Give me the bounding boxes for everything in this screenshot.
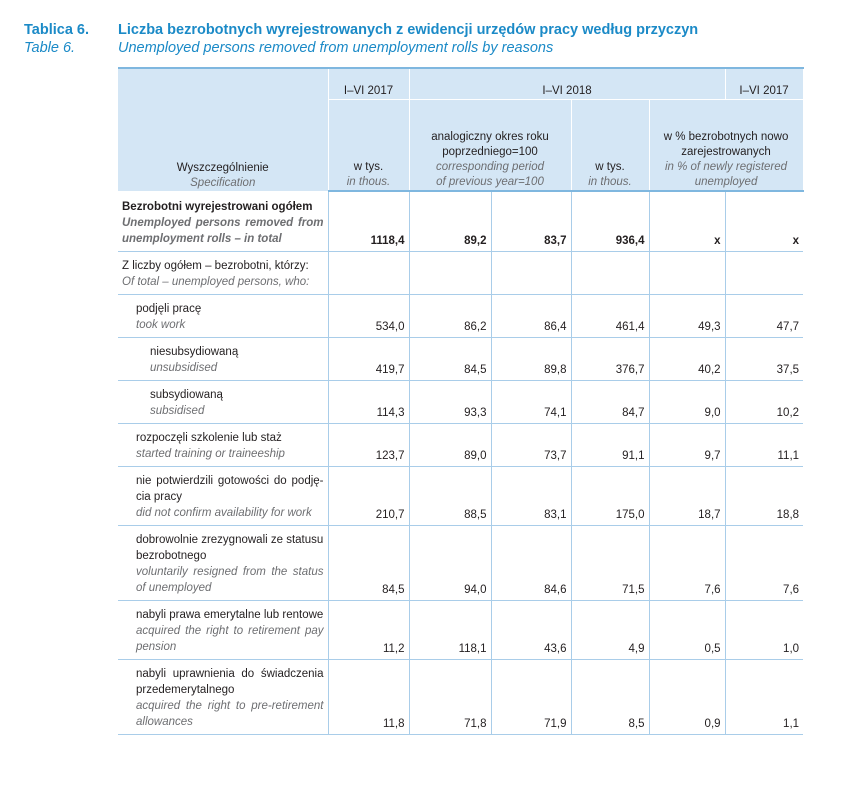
row-label	[118, 525, 328, 600]
row-label-en: acquired the right to retirement pay pension	[136, 624, 324, 653]
cell-value: 91,1	[571, 423, 649, 466]
row-label-en: Unemployed persons removed from unemployment rolls – in total	[122, 216, 324, 245]
row-label-en: took work	[136, 318, 186, 331]
row-label-pl: subsydiowaną	[150, 388, 223, 401]
row-label-en: voluntarily resigned from the status of unemployed	[136, 565, 324, 594]
cell-value: 73,7	[491, 423, 571, 466]
row-label-pl: dobrowolnie zrezygnowali ze statusu bezrobotnego	[136, 533, 324, 562]
table-row	[118, 337, 803, 380]
cell-value	[725, 251, 803, 294]
row-label	[118, 380, 328, 423]
cell-value: 419,7	[328, 337, 409, 380]
cell-value: 84,6	[491, 525, 571, 600]
table-title-pl: Liczba bezrobotnych wyrejestrowanych z ewidencji urzędów pracy według przyczyn	[118, 22, 699, 38]
table-row	[118, 423, 803, 466]
row-label-pl: nie potwierdzili gotowości do podję-cia pracy	[136, 474, 324, 503]
table-row	[118, 525, 803, 600]
header-thous-en: in thous.	[346, 176, 391, 188]
cell-value: 40,2	[649, 337, 725, 380]
row-label	[118, 294, 328, 337]
cell-value: 11,1	[725, 423, 803, 466]
header-thous-pl: w tys.	[353, 161, 384, 173]
header-prev-pl: analogiczny okres roku poprzedniego=100	[431, 131, 549, 158]
row-label	[118, 466, 328, 525]
row-label-pl: niesubsydiowaną	[150, 345, 239, 358]
row-label-pl: nabyli uprawnienia do świadczenia przedemerytalnego	[136, 667, 324, 696]
cell-value: 43,6	[491, 600, 571, 659]
header-pct-en: in % of newly registered unemployed	[664, 161, 788, 188]
row-label-pl: rozpoczęli szkolenie lub staż	[136, 431, 282, 444]
cell-value	[409, 251, 491, 294]
cell-value: 210,7	[328, 466, 409, 525]
cell-value: 47,7	[725, 294, 803, 337]
cell-value: 93,3	[409, 380, 491, 423]
row-label	[118, 600, 328, 659]
header-thous2-pl: w tys.	[595, 161, 625, 173]
row-label-en: Of total – unemployed persons, who:	[122, 275, 310, 288]
cell-value: 4,9	[571, 600, 649, 659]
row-label-en: acquired the right to pre-retirement allowances	[136, 699, 324, 728]
row-label	[118, 423, 328, 466]
cell-value: 89,2	[409, 191, 491, 251]
row-label-en: did not confirm availability for work	[136, 506, 312, 519]
cell-value: 18,8	[725, 466, 803, 525]
table-caption	[24, 22, 824, 56]
row-label-en: unsubsidised	[150, 361, 218, 374]
row-label-pl: Z liczby ogółem – bezrobotni, którzy:	[122, 259, 309, 272]
cell-value: 8,5	[571, 659, 649, 734]
table-number-en: Table 6.	[24, 40, 76, 56]
table-row	[118, 191, 803, 251]
cell-value	[649, 251, 725, 294]
cell-value: 83,7	[491, 191, 571, 251]
table-row	[118, 600, 803, 659]
table-row	[118, 659, 803, 734]
table-row	[118, 294, 803, 337]
cell-value: 534,0	[328, 294, 409, 337]
cell-value: x	[725, 191, 803, 251]
cell-value: 118,1	[409, 600, 491, 659]
cell-value: 18,7	[649, 466, 725, 525]
cell-value: 37,5	[725, 337, 803, 380]
cell-value: 83,1	[491, 466, 571, 525]
row-label-pl: nabyli prawa emerytalne lub rentowe	[136, 608, 324, 621]
cell-value	[491, 251, 571, 294]
cell-value: 94,0	[409, 525, 491, 600]
cell-value: 114,3	[328, 380, 409, 423]
cell-value: 0,5	[649, 600, 725, 659]
table-row	[118, 251, 803, 294]
cell-value	[571, 251, 649, 294]
cell-value: 71,8	[409, 659, 491, 734]
cell-value: 1,1	[725, 659, 803, 734]
header-period-2017b: I–VI 2017	[725, 68, 803, 100]
header-col-thous-2017	[328, 100, 409, 192]
header-spec-en: Specification	[190, 176, 256, 189]
header-pct-pl: w % bezrobotnych nowo zarejestrowanych	[663, 131, 789, 158]
cell-value: 89,8	[491, 337, 571, 380]
row-label	[118, 337, 328, 380]
cell-value: 10,2	[725, 380, 803, 423]
cell-value: 461,4	[571, 294, 649, 337]
row-label-en: subsidised	[150, 404, 205, 417]
table-row	[118, 380, 803, 423]
row-label	[118, 659, 328, 734]
cell-value: 936,4	[571, 191, 649, 251]
cell-value: 7,6	[725, 525, 803, 600]
cell-value: 49,3	[649, 294, 725, 337]
cell-value: 7,6	[649, 525, 725, 600]
cell-value: 11,2	[328, 600, 409, 659]
header-spec-pl: Wyszczególnienie	[176, 161, 269, 174]
header-period-2017: I–VI 2017	[328, 68, 409, 100]
header-prev-en: corresponding period of previous year=100	[435, 161, 545, 188]
cell-value: 74,1	[491, 380, 571, 423]
cell-value: 376,7	[571, 337, 649, 380]
cell-value: 86,4	[491, 294, 571, 337]
cell-value: 84,5	[328, 525, 409, 600]
row-label-pl: podjęli pracę	[136, 302, 202, 315]
cell-value: 1118,4	[328, 191, 409, 251]
unemployment-removal-table	[118, 67, 804, 735]
cell-value: 9,7	[649, 423, 725, 466]
cell-value: 175,0	[571, 466, 649, 525]
cell-value	[328, 251, 409, 294]
cell-value: 9,0	[649, 380, 725, 423]
cell-value: 1,0	[725, 600, 803, 659]
header-col-percent	[649, 100, 803, 192]
row-label-pl: Bezrobotni wyrejestrowani ogółem	[122, 200, 313, 213]
cell-value: 11,8	[328, 659, 409, 734]
header-specification	[118, 68, 328, 191]
table-number-pl: Tablica 6.	[24, 22, 90, 38]
cell-value: 86,2	[409, 294, 491, 337]
cell-value: 89,0	[409, 423, 491, 466]
row-label-en: started training or traineeship	[136, 447, 285, 460]
row-label	[118, 251, 328, 294]
row-label	[118, 191, 328, 251]
cell-value: 0,9	[649, 659, 725, 734]
cell-value: 71,9	[491, 659, 571, 734]
table-row	[118, 466, 803, 525]
cell-value: 88,5	[409, 466, 491, 525]
header-thous2-en: in thous.	[588, 176, 632, 188]
cell-value: 84,5	[409, 337, 491, 380]
cell-value: 71,5	[571, 525, 649, 600]
cell-value: 123,7	[328, 423, 409, 466]
header-col-thous-2018	[571, 100, 649, 192]
cell-value: x	[649, 191, 725, 251]
header-period-2018: I–VI 2018	[409, 68, 725, 100]
cell-value: 84,7	[571, 380, 649, 423]
table-title-en: Unemployed persons removed from unemployment rolls by reasons	[118, 40, 554, 56]
header-col-prev-year	[409, 100, 571, 192]
